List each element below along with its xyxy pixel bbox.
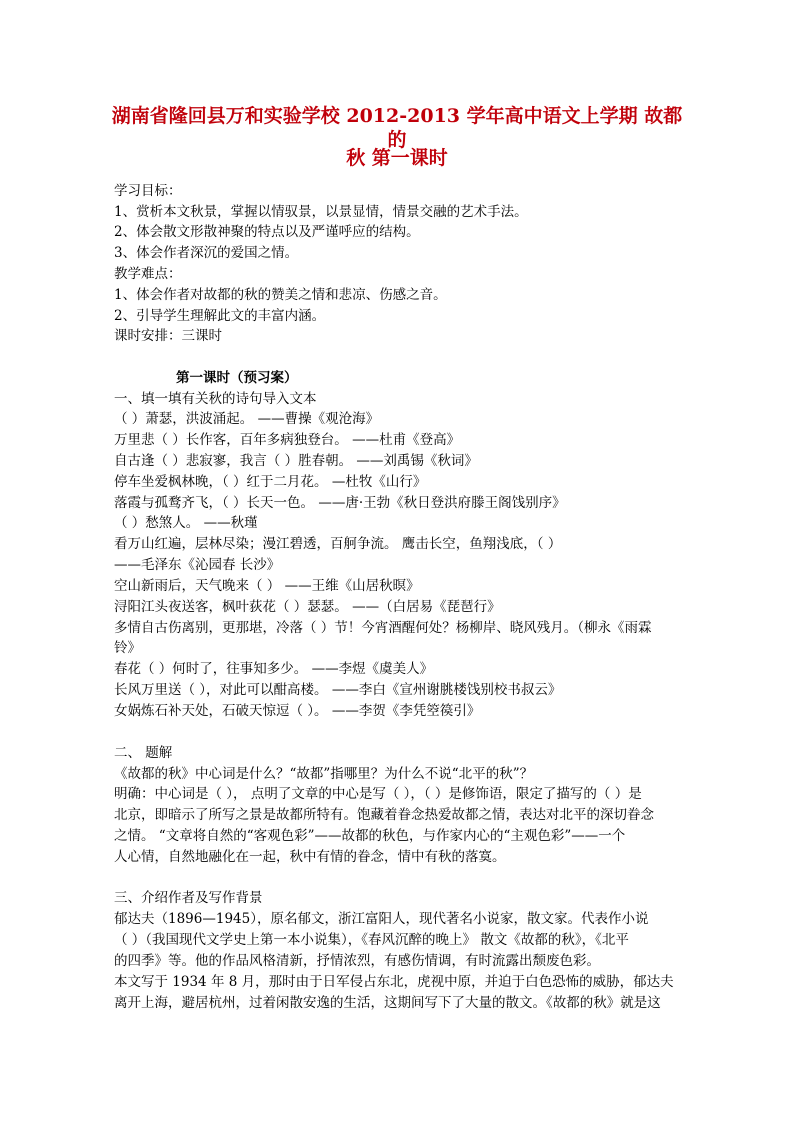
difficulty-item: 1、体会作者对故都的秋的赞美之情和悲凉、伤感之音。: [114, 287, 447, 303]
section-title: 第一课时（预习案）: [176, 370, 298, 386]
part2-heading: 二、 题解: [114, 745, 173, 761]
part2-line: 明确：中心词是（ ）， 点明了文章的中心是写（ ），（ ）是修饰语，限定了描写的（ ）是: [114, 786, 642, 802]
part3-line: 郁达夫（1896—1945），原名郁文，浙江富阳人，现代著名小说家，散文家。代表作小说: [114, 911, 649, 927]
part2-line: 人心情，自然地融化在一起，秋中有情的眷念，情中有秋的落寞。: [114, 849, 506, 865]
poem-line: 浔阳江头夜送客，枫叶荻花（ ）瑟瑟。 ——（白居易《琵琶行》: [114, 599, 501, 615]
poem-line: 长风万里送（ ），对此可以酣高楼。 ——李白《宣州谢朓楼饯别校书叔云》: [114, 682, 562, 698]
difficulty-item: 2、引导学生理解此文的丰富内涵。: [114, 308, 326, 324]
part1-heading: 一、填一填有关秋的诗句导入文本: [114, 391, 317, 407]
poem-line: 铃》: [114, 640, 141, 656]
schedule-text: 课时安排：三课时: [114, 328, 222, 344]
part3-line: 本文写于 1934 年 8 月，那时由于日军侵占东北，虎视中原，并迫于白色恐怖的威胁，郁达夫: [114, 974, 674, 990]
part3-line: 离开上海，避居杭州，过着闲散安逸的生活，这期间写下了大量的散文。《故都的秋》就是这: [114, 995, 661, 1011]
part3-line: （ ）（我国现代文学史上第一本小说集），《春风沉醉的晚上》 散文《故都的秋》，《北平: [114, 932, 629, 948]
poem-line: 空山新雨后，天气晚来（ ） ——王维《山居秋暝》: [114, 578, 420, 594]
part3-heading: 三、介绍作者及写作背景: [114, 890, 263, 906]
document-title-line-2: 秋 第一课时: [346, 147, 448, 169]
poem-line: 停车坐爱枫林晚，（ ）红于二月花。 —杜牧《山行》: [114, 474, 427, 490]
poem-line: （ ）愁煞人。 ——秋瑾: [114, 515, 258, 531]
part2-line: 之情。 “文章将自然的“客观色彩”——故都的秋色，与作家内心的“主观色彩”——一个: [114, 828, 626, 844]
document-title-line-1: 湖南省隆回县万和实验学校 2012-2013 学年高中语文上学期 故都的: [111, 105, 683, 151]
objectives-heading: 学习目标：: [114, 183, 182, 199]
poem-line: （ ）萧瑟，洪波涌起。 ——曹操《观沧海》: [114, 411, 380, 427]
objective-item: 3、体会作者深沉的爱国之情。: [114, 245, 299, 261]
objective-item: 1、赏析本文秋景，掌握以情驭景，以景显情，情景交融的艺术手法。: [114, 204, 528, 220]
part2-line: 《故都的秋》中心词是什么？“故都”指哪里？为什么不说“北平的秋”？: [114, 766, 534, 782]
poem-line: 落霞与孤鹜齐飞，（ ）长天一色。 ——唐·王勃《秋日登洪府滕王阁饯别序》: [114, 495, 566, 511]
poem-line: 女娲炼石补天处，石破天惊逗（ ）。 ——李贺《李凭箜篌引》: [114, 703, 481, 719]
part2-line: 北京，即暗示了所写之景是故都所特有。饱藏着眷念热爱故都之情，表达对北平的深切眷念: [114, 807, 654, 823]
difficulties-heading: 教学难点：: [114, 266, 182, 282]
poem-line: 看万山红遍，层林尽染；漫江碧透，百舸争流。 鹰击长空，鱼翔浅底，（ ）: [114, 536, 562, 552]
poem-line: 多情自古伤离别，更那堪，冷落（ ）节！今宵酒醒何处？杨柳岸、晓风残月。（柳永《雨霖: [114, 620, 652, 636]
poem-line: 春花（ ）何时了，往事知多少。 ——李煜《虞美人》: [114, 661, 434, 677]
objective-item: 2、体会散文形散神聚的特点以及严谨呼应的结构。: [114, 224, 420, 240]
poem-line: 万里悲（ ）长作客，百年多病独登台。 ——杜甫《登高》: [114, 432, 461, 448]
part3-line: 的四季》等。他的作品风格清新，抒情浓烈，有感伤情调，有时流露出颓废色彩。: [114, 953, 600, 969]
poem-line: 自古逢（ ）悲寂寥，我言（ ）胜春朝。 ——刘禹锡《秋词》: [114, 453, 478, 469]
poem-line: ——毛泽东《沁园春 长沙》: [114, 557, 281, 573]
